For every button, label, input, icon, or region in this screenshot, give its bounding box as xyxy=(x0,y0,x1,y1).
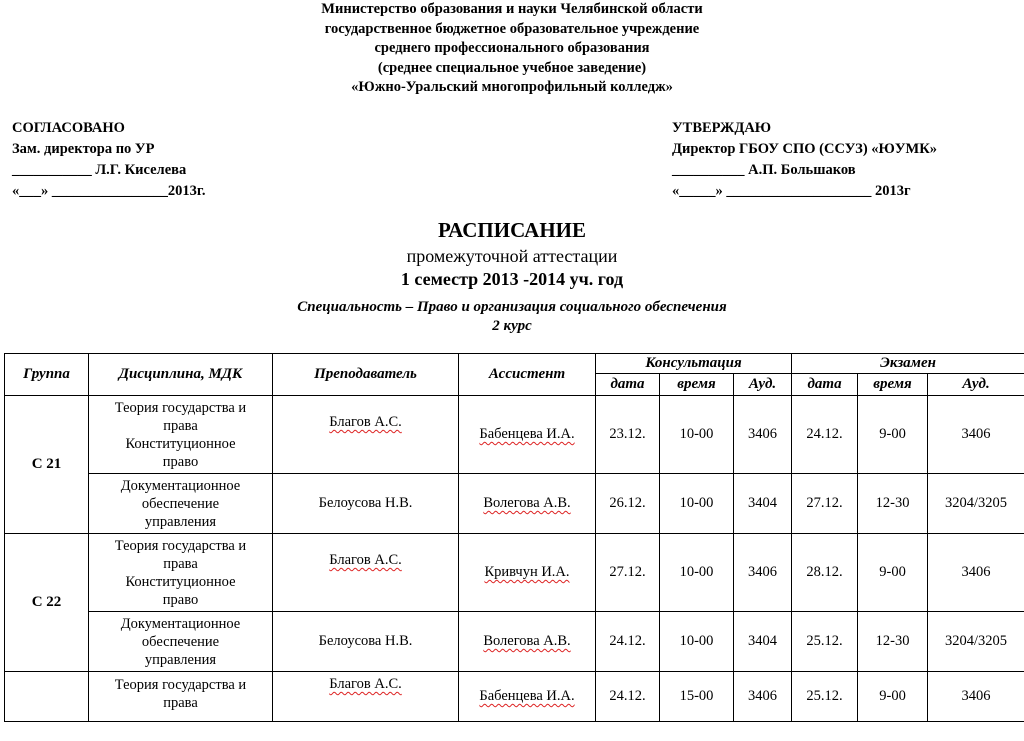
header-consultation: Консультация xyxy=(596,354,792,374)
discipline-line: Документационное xyxy=(120,615,241,632)
header-exam-date: дата xyxy=(792,374,858,396)
discipline-line: права xyxy=(163,555,198,572)
exam-date-cell: 25.12. xyxy=(792,612,858,672)
group-cell xyxy=(5,672,89,722)
assistant-name: Бабенцева И.А. xyxy=(479,426,575,442)
discipline-line: Конституционное xyxy=(125,435,236,452)
consultation-date-cell: 24.12. xyxy=(596,672,660,722)
header-exam-time: время xyxy=(858,374,928,396)
consultation-time-cell: 15-00 xyxy=(660,672,734,722)
discipline-line: право xyxy=(162,591,199,608)
consultation-room-cell: 3404 xyxy=(734,474,792,534)
discipline-line: право xyxy=(162,453,199,470)
teacher-cell xyxy=(273,672,459,722)
schedule-title-block xyxy=(0,216,1024,335)
teacher-cell xyxy=(273,396,459,474)
table-row xyxy=(5,612,1024,672)
discipline-line: права xyxy=(163,695,198,711)
approval-agreed-position: Зам. директора по УР xyxy=(12,141,155,157)
group-cell: С 21 xyxy=(5,396,89,534)
approval-agreed-signature: ___________ Л.Г. Киселева xyxy=(12,162,187,178)
header-line-education-level: среднего профессионального образования xyxy=(374,40,650,57)
discipline-cell xyxy=(89,672,273,722)
discipline-cell xyxy=(89,534,273,612)
schedule-course: 2 курс xyxy=(492,318,532,334)
schedule-subtitle: промежуточной аттестации xyxy=(406,246,618,266)
consultation-room-cell: 3406 xyxy=(734,396,792,474)
assistant-cell xyxy=(459,612,596,672)
consultation-time-cell: 10-00 xyxy=(660,396,734,474)
teacher-name: Белоусова Н.В. xyxy=(318,633,413,649)
discipline-line: Теория государства и xyxy=(114,537,247,554)
group-cell: С 22 xyxy=(5,534,89,672)
approval-agreed-date: «___» ________________2013г. xyxy=(12,183,206,199)
exam-date-cell: 24.12. xyxy=(792,396,858,474)
consultation-time-cell: 10-00 xyxy=(660,534,734,612)
table-row xyxy=(5,396,1024,474)
header-consultation-time: время xyxy=(660,374,734,396)
exam-time-cell: 12-30 xyxy=(858,474,928,534)
assistant-cell xyxy=(459,396,596,474)
header-exam-room: Ауд. xyxy=(928,374,1024,396)
consultation-time-cell: 10-00 xyxy=(660,474,734,534)
table-row xyxy=(5,672,1024,722)
assistant-name: Кривчун И.А. xyxy=(484,564,570,580)
discipline-cell xyxy=(89,396,273,474)
header-line-institution-kind: (среднее специальное учебное заведение) xyxy=(377,59,647,76)
consultation-room-cell: 3404 xyxy=(734,612,792,672)
header-assistant: Ассистент xyxy=(459,354,596,396)
consultation-date-cell: 26.12. xyxy=(596,474,660,534)
approval-approve-position: Директор ГБОУ СПО (ССУЗ) «ЮУМК» xyxy=(672,141,937,157)
header-consultation-date: дата xyxy=(596,374,660,396)
exam-time-cell: 9-00 xyxy=(858,534,928,612)
discipline-cell xyxy=(89,612,273,672)
header-line-college-name: «Южно-Уральский многопрофильный колледж» xyxy=(351,79,673,96)
teacher-name: Благов А.С. xyxy=(329,552,402,568)
teacher-cell xyxy=(273,534,459,612)
approval-approve-title: УТВЕРЖДАЮ xyxy=(672,120,772,136)
document-header xyxy=(0,0,1024,98)
header-line-institution-type: государственное бюджетное образовательное учреждение xyxy=(324,20,700,37)
exam-time-cell: 12-30 xyxy=(858,612,928,672)
exam-room-cell: 3406 xyxy=(928,396,1024,474)
exam-date-cell: 27.12. xyxy=(792,474,858,534)
exam-room-cell: 3204/3205 xyxy=(928,612,1024,672)
exam-room-cell: 3406 xyxy=(928,534,1024,612)
exam-time-cell: 9-00 xyxy=(858,672,928,722)
approval-approve-block xyxy=(672,118,937,202)
consultation-date-cell: 24.12. xyxy=(596,612,660,672)
schedule-title: РАСПИСАНИЕ xyxy=(437,218,587,242)
teacher-name: Благов А.С. xyxy=(329,676,402,692)
header-consultation-room: Ауд. xyxy=(734,374,792,396)
discipline-line: Конституционное xyxy=(125,573,236,590)
teacher-cell xyxy=(273,612,459,672)
teacher-name: Благов А.С. xyxy=(329,414,402,430)
consultation-room-cell: 3406 xyxy=(734,534,792,612)
header-exam: Экзамен xyxy=(792,354,1024,374)
table-row xyxy=(5,534,1024,612)
table-row xyxy=(5,474,1024,534)
discipline-line: управления xyxy=(144,651,217,668)
header-teacher: Преподаватель xyxy=(273,354,459,396)
schedule-specialty: Специальность – Право и организация социального обеспечения xyxy=(297,299,727,315)
consultation-date-cell: 23.12. xyxy=(596,396,660,474)
header-group: Группа xyxy=(5,354,89,396)
exam-room-cell: 3406 xyxy=(928,672,1024,722)
discipline-line: Теория государства и xyxy=(114,677,247,693)
assistant-name: Бабенцева И.А. xyxy=(479,688,575,704)
discipline-line: обеспечение xyxy=(141,633,220,650)
discipline-cell xyxy=(89,474,273,534)
assistant-name: Волегова А.В. xyxy=(483,633,571,649)
exam-date-cell: 28.12. xyxy=(792,534,858,612)
schedule-table xyxy=(4,353,1024,722)
consultation-date-cell: 27.12. xyxy=(596,534,660,612)
approval-approve-date: «_____» ____________________ 2013г xyxy=(672,183,911,199)
schedule-semester: 1 семестр 2013 -2014 уч. год xyxy=(400,269,624,289)
teacher-cell xyxy=(273,474,459,534)
assistant-cell xyxy=(459,534,596,612)
teacher-name: Белоусова Н.В. xyxy=(318,495,413,511)
consultation-time-cell: 10-00 xyxy=(660,612,734,672)
discipline-line: управления xyxy=(144,513,217,530)
consultation-room-cell: 3406 xyxy=(734,672,792,722)
header-line-ministry: Министерство образования и науки Челябинской области xyxy=(321,1,703,17)
approval-agreed-block xyxy=(12,118,205,202)
assistant-cell xyxy=(459,474,596,534)
assistant-cell xyxy=(459,672,596,722)
exam-room-cell: 3204/3205 xyxy=(928,474,1024,534)
exam-date-cell: 25.12. xyxy=(792,672,858,722)
discipline-line: Теория государства и xyxy=(114,399,247,416)
discipline-line: права xyxy=(163,417,198,434)
discipline-line: Документационное xyxy=(120,477,241,494)
exam-time-cell: 9-00 xyxy=(858,396,928,474)
approval-approve-signature: __________ А.П. Большаков xyxy=(672,162,856,178)
discipline-line: обеспечение xyxy=(141,495,220,512)
assistant-name: Волегова А.В. xyxy=(483,495,571,511)
header-discipline: Дисциплина, МДК xyxy=(89,354,273,396)
approval-agreed-title: СОГЛАСОВАНО xyxy=(12,120,125,136)
